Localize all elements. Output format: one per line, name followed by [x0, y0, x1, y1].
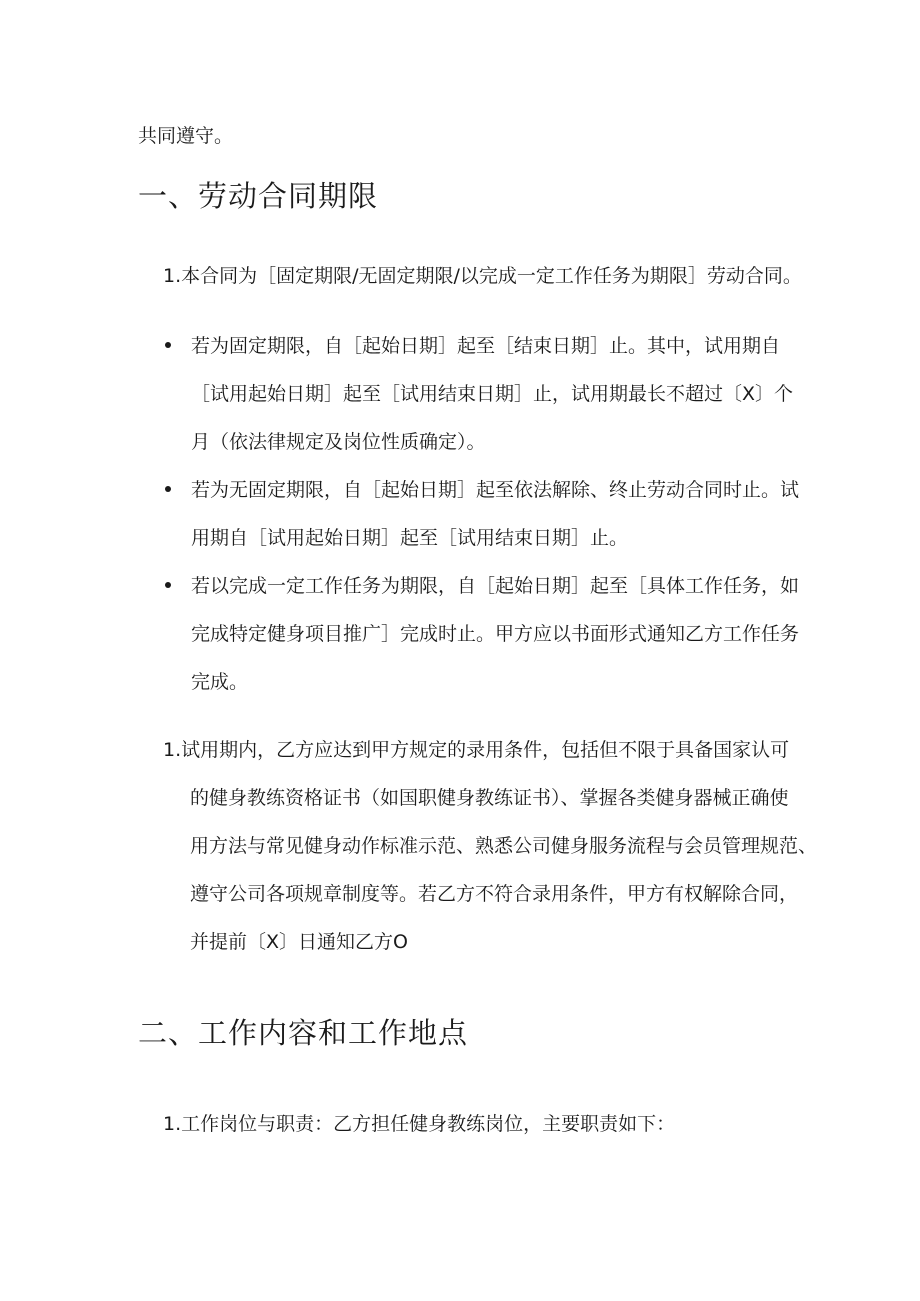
bullet-line: 完成特定健身项目推广］完成时止。甲方应以书面形式通知乙方工作任务	[191, 623, 800, 645]
bullet-line: 若为无固定期限，自［起始日期］起至依法解除、终止劳动合同时止。试	[191, 479, 800, 501]
bullet-line: 若为固定期限，自［起始日期］起至［结束日期］止。其中，试用期自	[191, 335, 781, 357]
section-1-item-1: 1.本合同为［固定期限/无固定期限/以完成一定工作任务为期限］劳动合同。	[163, 265, 802, 287]
bullet-line: ［试用起始日期］起至［试用结束日期］止，试用期最长不超过〔X〕个	[191, 383, 794, 405]
section-2-item-1: 1.工作岗位与职责：乙方担任健身教练岗位，主要职责如下：	[163, 1113, 676, 1135]
paragraph-line: 的健身教练资格证书（如国职健身教练证书）、掌握各类健身器械正确使	[190, 787, 789, 809]
paragraph-line: 用方法与常见健身动作标准示范、熟悉公司健身服务流程与会员管理规范、	[190, 835, 818, 857]
paragraph-line: 并提前〔X〕日通知乙方O	[190, 931, 408, 953]
bullet-dot-icon	[165, 342, 171, 348]
bullet-line: 完成。	[191, 671, 249, 693]
paragraph-line: 遵守公司各项规章制度等。若乙方不符合录用条件，甲方有权解除合同，	[190, 883, 799, 905]
intro-text: 共同遵守。	[138, 125, 234, 147]
bullet-line: 若以完成一定工作任务为期限，自［起始日期］起至［具体工作任务，如	[191, 575, 800, 597]
paragraph-line: 1.试用期内，乙方应达到甲方规定的录用条件，包括但不限于具备国家认可	[163, 739, 790, 761]
section-1-heading: 一、劳动合同期限	[138, 179, 379, 213]
bullet-dot-icon	[165, 582, 171, 588]
section-1-item-probation	[163, 736, 817, 976]
bullet-line: 用期自［试用起始日期］起至［试用结束日期］止。	[191, 527, 629, 549]
bullet-dot-icon	[165, 486, 171, 492]
section-2-heading: 二、工作内容和工作地点	[138, 1016, 469, 1050]
bullet-line: 月（依法律规定及岗位性质确定）。	[191, 431, 486, 453]
